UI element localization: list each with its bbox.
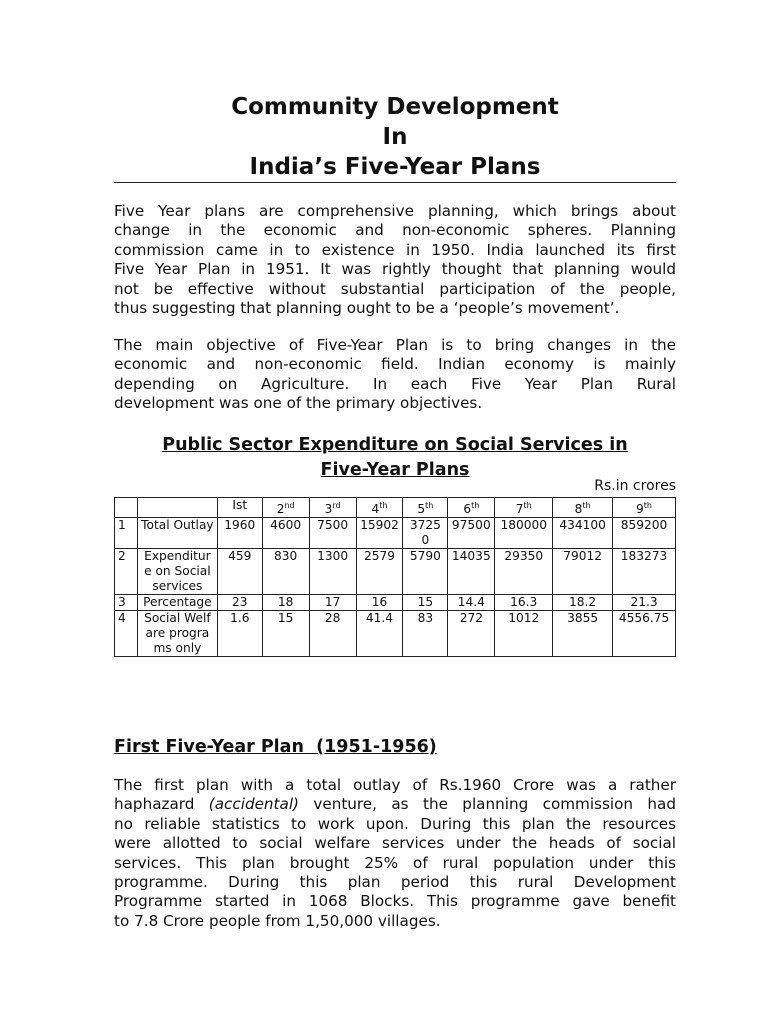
value-cell: 434100 [553,518,613,549]
header-cell-plan-7: 7th [495,498,553,518]
value-cell: 15 [403,595,448,611]
value-cell: 272 [448,611,495,657]
header-cell-plan-5: 5th [403,498,448,518]
value-cell: 28 [309,611,356,657]
value-cell: 830 [262,549,309,595]
header-cell-empty [137,498,217,518]
row-number: 3 [115,595,138,611]
value-cell: 23 [217,595,262,611]
value-cell: 180000 [495,518,553,549]
objective-paragraph [114,336,676,414]
value-cell: 14035 [448,549,495,595]
table-row [115,595,676,611]
text-line: The first plan with a total outlay of Rs.1960 Crore was a rather [114,776,676,794]
text-line: change in the economic and non-economic spheres. Planning [114,221,676,240]
value-cell: 1960 [217,518,262,549]
expenditure-table [114,497,676,657]
value-cell: 16.3 [495,595,553,611]
value-cell: 2579 [356,549,403,595]
units-note: Rs.in crores [594,478,676,494]
text-line: commission came in to existence in 1950. India launched its first [114,240,676,259]
header-cell-plan-9: 9th [613,498,676,518]
text-line: haphazard (accidental) venture, as the planning commission had [114,795,676,814]
header-cell-empty [115,498,138,518]
title-divider [114,182,676,183]
value-cell: 15902 [356,518,403,549]
title-line-2: In [382,124,408,150]
text-line: economic and non-economic field. Indian economy is mainly [114,355,676,374]
row-number: 4 [115,611,138,657]
header-cell-plan-2: 2nd [262,498,309,518]
header-cell-plan-8: 8th [553,498,613,518]
value-cell: 3855 [553,611,613,657]
value-cell: 183273 [613,549,676,595]
text-line: Programme started in 1068 Blocks. This programme gave benefit [114,892,676,911]
value-cell: 4556.75 [613,611,676,657]
text-line: no reliable statistics to work upon. During this plan the resources [114,814,676,833]
value-cell: 37250 [403,518,448,549]
text-line: not be effective without substantial participation of the people, [114,279,676,298]
value-cell: 83 [403,611,448,657]
value-cell: 97500 [448,518,495,549]
table-row [115,549,676,595]
text-line: Five Year plans are comprehensive planning, which brings about [114,202,676,220]
value-cell: 4600 [262,518,309,549]
table-header-row [115,498,676,518]
row-label: Total Outlay [137,518,217,549]
header-cell-plan-6: 6th [448,498,495,518]
value-cell: 459 [217,549,262,595]
text-line: programme. During this plan period this rural Development [114,872,676,891]
value-cell: 7500 [309,518,356,549]
title-line-1: Community Development [231,94,559,120]
text-line: were allotted to social welfare services under the heads of social [114,834,676,853]
value-cell: 16 [356,595,403,611]
page-title [114,92,676,182]
first-plan-heading: First Five-Year Plan (1951-1956) [114,737,437,757]
first-plan-paragraph [114,776,676,931]
text-line: services. This plan brought 25% of rural population under this [114,853,676,872]
value-cell: 79012 [553,549,613,595]
value-cell: 1300 [309,549,356,595]
value-cell: 14.4 [448,595,495,611]
text-line: Five Year Plan in 1951. It was rightly thought that planning would [114,260,676,279]
intro-paragraph [114,202,676,318]
emphasis-text: (accidental) [208,795,299,814]
table-heading-line-2: Five-Year Plans [320,460,470,480]
row-number: 1 [115,518,138,549]
table-heading-line-1: Public Sector Expenditure on Social Services in [162,435,628,455]
value-cell: 21.3 [613,595,676,611]
value-cell: 5790 [403,549,448,595]
text-line: depending on Agriculture. In each Five Year Plan Rural [114,374,676,393]
table-row [115,611,676,657]
row-label: Social Welfare programs only [137,611,217,657]
header-cell-plan-1: Ist [217,498,262,518]
table-heading [114,433,676,483]
value-cell: 1.6 [217,611,262,657]
value-cell: 41.4 [356,611,403,657]
row-number: 2 [115,549,138,595]
text-line: thus suggesting that planning ought to be a ‘people’s movement’. [114,298,620,317]
text-line: The main objective of Five-Year Plan is to bring changes in the [114,336,676,354]
row-label: Percentage [137,595,217,611]
value-cell: 18.2 [553,595,613,611]
value-cell: 1012 [495,611,553,657]
header-cell-plan-3: 3rd [309,498,356,518]
value-cell: 29350 [495,549,553,595]
value-cell: 15 [262,611,309,657]
value-cell: 18 [262,595,309,611]
text-line: to 7.8 Crore people from 1,50,000 villages. [114,911,441,930]
row-label: Expenditure on Social services [137,549,217,595]
table-row [115,518,676,549]
text-line: development was one of the primary objectives. [114,394,483,413]
value-cell: 17 [309,595,356,611]
value-cell: 859200 [613,518,676,549]
title-line-3: India’s Five-Year Plans [249,154,541,180]
header-cell-plan-4: 4th [356,498,403,518]
